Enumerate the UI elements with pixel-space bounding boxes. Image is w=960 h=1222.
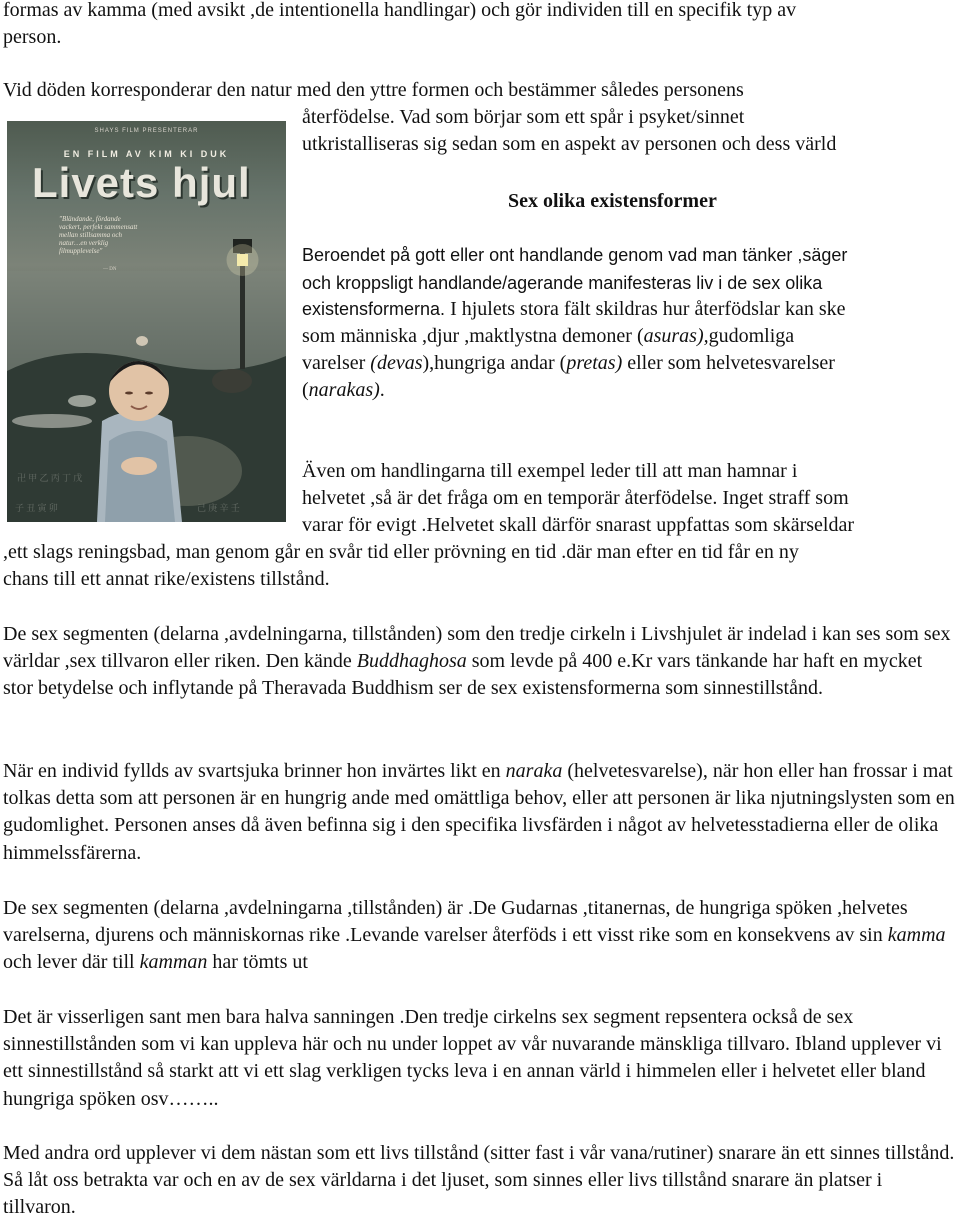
hell-line-2: helvetet ,så är det fråga om en temporär återfödelse. Inget straff som: [302, 487, 849, 509]
section-line-4c: gudomliga: [708, 325, 795, 347]
poster-credit: — DN: [103, 267, 117, 272]
section-line-6: [302, 377, 385, 404]
paragraph-1: [3, 621, 956, 703]
paragraph-4: [3, 1004, 956, 1113]
section-line-5a: varelser: [302, 352, 371, 374]
section-line-3b: I hjulets stora fält skildras hur återfödslar kan ske: [445, 298, 846, 320]
section-line-5-italic-2: pretas): [566, 352, 623, 374]
paragraph-3-b: och lever där till: [3, 951, 140, 974]
section-heading: Sex olika existensformer: [508, 190, 717, 212]
poster-top-text: SHAYS FILM PRESENTERAR: [94, 128, 199, 134]
section-line-1: Beroendet på gott eller ont handlande genom vad man tänker ,säger: [302, 245, 848, 265]
paragraph-2: [3, 758, 956, 867]
paragraph-3-c: har tömts ut: [207, 951, 308, 974]
hell-line-3: varar för evigt .Helvetet skall därför snarast uppfattas som skärseldar: [302, 514, 855, 536]
section-line-3a: existensformerna.: [302, 299, 446, 319]
svg-text:己 庚 辛 壬: 己 庚 辛 壬: [197, 503, 240, 513]
intro-line-3: Vid döden korresponderar den natur med den yttre formen och bestämmer således personens: [3, 79, 744, 101]
poster-quote: "Bländande, fördande vackert, perfekt sammensatt mellan stillsamma och natur…en verklig filmupplevelse": [59, 215, 138, 255]
intro-line-4: återfödelse. Vad som börjar som ett spår i psyket/sinnet: [302, 106, 745, 128]
paragraph-1-italic: Buddhaghosa: [356, 650, 467, 673]
svg-text:子 丑 寅 卯: 子 丑 寅 卯: [15, 503, 58, 513]
paragraph-5: [3, 1140, 956, 1222]
paragraph-4-a: Det är visserligen sant men bara halva sanningen .Den tredje cirkelns sex segment repsentera också de sex sinnestillstånden som vi kan uppleva här och nu under loppet av vår nuvarande mänskliga tillvaro. Ibland upplever vi ett sinnestillstånd så starkt att vi ett slag verkligen tycks leva i en annan värld i himmelen eller i helvetet eller bland hungriga spöken osv……..: [3, 1006, 942, 1110]
paragraph-1-b: som levde på 400 e.Kr vars tänkande har haft en mycket stor betydelse och inflytande på Theravada Buddhism ser de sex existensformerna som sinnestillstånd.: [3, 650, 923, 700]
hell-line-5: chans till ett annat rike/existens tillstånd.: [3, 568, 330, 590]
paragraph-1-a: De sex segmenten (delarna ,avdelningarna, tillstånden) som den tredje cirkeln i Livshjulet är indelad i kan ses som sex världar ,sex tillvaron eller riken. Den kände: [3, 623, 951, 673]
intro-line-2: person.: [3, 26, 62, 48]
paragraph-5-a: Med andra ord upplever vi dem nästan som ett livs tillstånd (sitter fast i vår vana/rutiner) snarare än ett sinnes tillstånd. Så låt oss betrakta var och en av de sex världarna i det ljuset, som sinnes eller livs tillstånd snarare än platser i tillvaron.: [3, 1142, 955, 1219]
paragraph-3-a: De sex segmenten (delarna ,avdelningarna ,tillstånden) är .De Gudarnas ,titanernas, de hungriga spöken ,helvetes varelserna, djurens och människornas rike .Levande varelser återföds i ett visst rike som en konsekvens av sin: [3, 897, 908, 947]
section-line-4-italic: asuras),: [643, 325, 709, 347]
intro-line-1: formas av kamma (med avsikt ,de intentionella handlingar) och gör individen till en specifik typ av: [3, 0, 797, 21]
intro-line-5: utkristalliseras sig sedan som en aspekt av personen och dess värld: [302, 133, 837, 155]
poster-film-by: EN FILM AV KIM KI DUK: [63, 149, 230, 159]
paragraph-3-italic-2: kamman: [139, 951, 208, 974]
hell-line-4: ,ett slags reningsbad, man genom går en svår tid eller prövning en tid .där man efter en tid får en ny: [3, 541, 799, 563]
section-line-5c: eller som helvetesvarelser: [622, 352, 835, 374]
svg-text:卍 甲 乙 丙 丁 戊: 卍 甲 乙 丙 丁 戊: [17, 473, 83, 483]
section-line-5-italic: (devas: [370, 352, 423, 374]
paragraph-3-italic: kamma: [887, 924, 946, 947]
section-line-2: och kroppsligt handlande/agerande manifesteras liv i de sex olika: [302, 273, 823, 293]
paragraph-2-italic: naraka: [505, 760, 563, 782]
section-line-6-italic: narakas): [308, 379, 380, 401]
hell-line-1: Även om handlingarna till exempel leder till att man hamnar i: [302, 460, 798, 482]
poster-title: Livets hjul: [32, 159, 251, 206]
section-line-6a: (: [302, 379, 309, 401]
section-line-3: [302, 296, 846, 323]
paragraph-2-b: (helvetesvarelse), när hon eller han frossar i mat tolkas detta som att personen är en hungrig ande med omättliga behov, eller att personen är lika njutningslysten som en gudomlighet. Personen anses då även befinna sig i den specifika livsfärden i något av helvetesstadierna eller de olika himmelssfärerna.: [3, 760, 955, 864]
section-line-4: [302, 323, 794, 350]
movie-poster: [7, 121, 286, 522]
paragraph-2-a: När en individ fyllds av svartsjuka brinner hon invärtes likt en: [3, 760, 506, 782]
section-line-4a: som människa ,djur ,maktlystna demoner (: [302, 325, 644, 347]
section-line-6b: .: [379, 379, 385, 401]
section-line-5b: ),hungriga andar (: [422, 352, 567, 374]
paragraph-3: [3, 895, 956, 977]
section-line-5: [302, 350, 835, 377]
